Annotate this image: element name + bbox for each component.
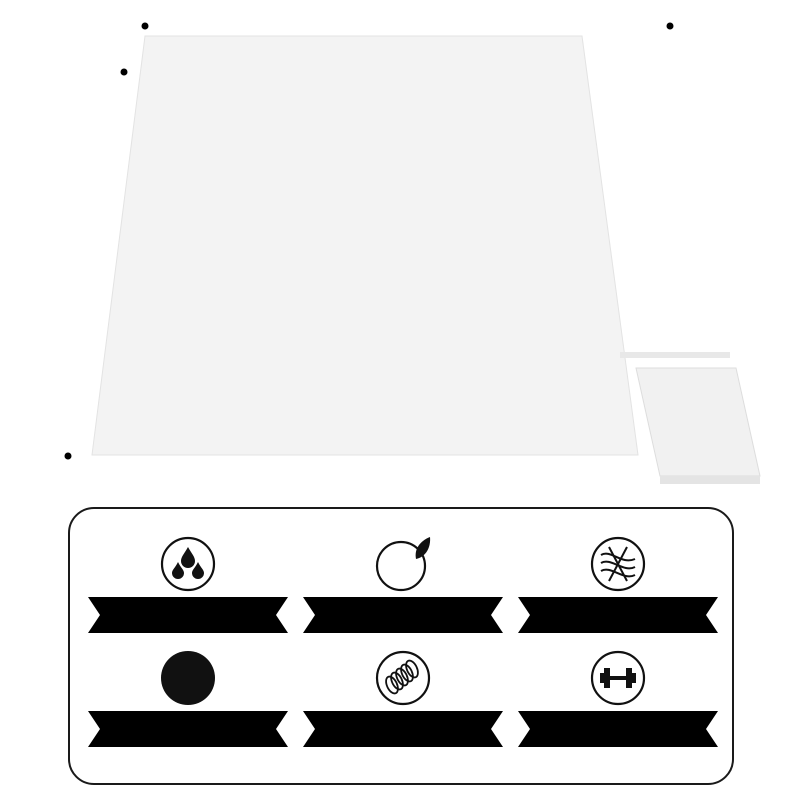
spring-icon bbox=[374, 649, 432, 707]
feature-tear-resistant bbox=[518, 535, 718, 635]
feature-waterproof bbox=[88, 535, 288, 635]
feature-shock-absorbent bbox=[303, 649, 503, 749]
width-dimension-endpoint-right bbox=[667, 23, 674, 30]
main-mat bbox=[92, 36, 638, 455]
features-panel bbox=[68, 507, 734, 785]
feature-label bbox=[518, 605, 718, 627]
feature-label bbox=[518, 719, 718, 741]
feature-label bbox=[303, 605, 503, 627]
width-dimension-endpoint-left bbox=[142, 23, 149, 30]
water-drops-icon bbox=[159, 535, 217, 593]
feature-non-slip-surface bbox=[88, 649, 288, 749]
bpa-free-icon bbox=[374, 535, 432, 593]
length-dimension-endpoint-top bbox=[121, 69, 128, 76]
feature-heavy-equipment bbox=[518, 649, 718, 749]
feature-label bbox=[88, 719, 288, 741]
feature-label bbox=[88, 605, 288, 627]
diamond-plate-icon bbox=[159, 649, 217, 707]
length-dimension-endpoint-bottom bbox=[65, 453, 72, 460]
loose-tile bbox=[620, 352, 760, 484]
stretch-tear-icon bbox=[589, 535, 647, 593]
feature-label bbox=[303, 719, 503, 741]
feature-non-toxic bbox=[303, 535, 503, 635]
dumbbell-icon bbox=[589, 649, 647, 707]
